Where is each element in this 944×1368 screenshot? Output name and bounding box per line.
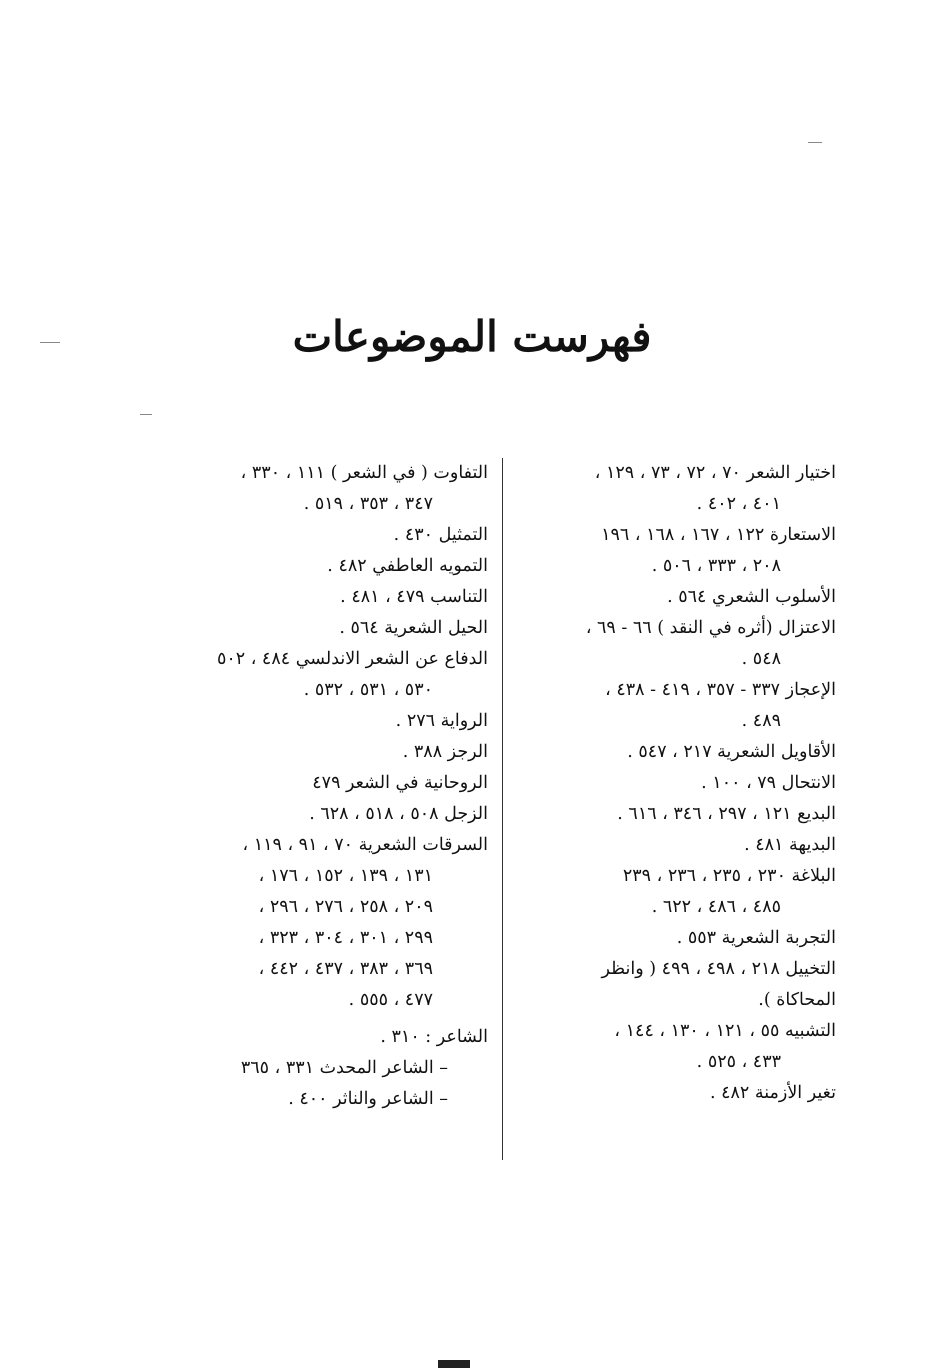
index-entry [168, 830, 488, 1016]
index-entry [168, 551, 488, 582]
index-column-right [518, 458, 836, 1109]
index-entry [168, 799, 488, 830]
scan-mark [40, 342, 60, 343]
column-divider [502, 458, 503, 1160]
page-title: فهرست الموضوعات [292, 312, 652, 361]
entry-line: الانتحال ٧٩ ، ١٠٠ . [701, 773, 836, 793]
entry-line: الحيل الشعرية ٥٦٤ . [339, 618, 488, 638]
entry-line: ٤٧٧ ، ٥٥٥ . [348, 990, 433, 1010]
index-entry [168, 768, 488, 799]
index-entry [168, 1022, 488, 1053]
entry-line: الزجل ٥٠٨ ، ٥١٨ ، ٦٢٨ . [309, 804, 488, 824]
entry-line: الأسلوب الشعري ٥٦٤ . [667, 587, 836, 607]
index-entry [518, 582, 836, 613]
entry-line: التمويه العاطفي ٤٨٢ . [327, 556, 488, 576]
index-entry [518, 768, 836, 799]
entry-line: – الشاعر المحدث ٣٣١ ، ٣٦٥ [240, 1058, 448, 1078]
index-entry [518, 737, 836, 768]
index-column-left [168, 458, 488, 1115]
entry-line: التخييل ٢١٨ ، ٤٩٨ ، ٤٩٩ ( وانظر [601, 959, 836, 979]
entry-line: الروحانية في الشعر ٤٧٩ [312, 773, 488, 793]
entry-line: الرواية ٢٧٦ . [395, 711, 488, 731]
entry-line: الإعجاز ٣٣٧ - ٣٥٧ ، ٤١٩ - ٤٣٨ ، [605, 680, 836, 700]
entry-line: التشبيه ٥٥ ، ١٢١ ، ١٣٠ ، ١٤٤ ، [614, 1021, 836, 1041]
index-entry [518, 1078, 836, 1109]
scan-mark [140, 414, 152, 415]
entry-line: البلاغة ٢٣٠ ، ٢٣٥ ، ٢٣٦ ، ٢٣٩ [622, 866, 836, 886]
entry-line: الرجز ٣٨٨ . [402, 742, 488, 762]
entry-line: التناسب ٤٧٩ ، ٤٨١ . [340, 587, 488, 607]
index-entry [168, 1053, 488, 1084]
index-entry [168, 458, 488, 520]
index-entry [168, 582, 488, 613]
entry-line: – الشاعر والناثر ٤٠٠ . [288, 1089, 448, 1109]
entry-line: ٣٤٧ ، ٣٥٣ ، ٥١٩ . [303, 494, 433, 514]
footer-mark [438, 1360, 470, 1368]
entry-line: ٥٣٠ ، ٥٣١ ، ٥٣٢ . [303, 680, 433, 700]
index-entry [168, 520, 488, 551]
index-entry [168, 737, 488, 768]
index-entry [518, 954, 836, 1016]
index-entry [518, 520, 836, 582]
entry-line: التمثيل ٤٣٠ . [393, 525, 488, 545]
index-entry [168, 706, 488, 737]
entry-line: ٤٠١ ، ٤٠٢ . [696, 494, 781, 514]
entry-line: المحاكاة ). [758, 990, 836, 1010]
index-entry [518, 830, 836, 861]
index-entry [518, 923, 836, 954]
index-entry [518, 613, 836, 675]
entry-line: تغير الأزمنة ٤٨٢ . [709, 1083, 836, 1103]
index-entry [168, 644, 488, 706]
index-entry [168, 613, 488, 644]
scan-mark [808, 142, 822, 143]
entry-line: البديهة ٤٨١ . [744, 835, 836, 855]
entry-line: الشاعر : ٣١٠ . [380, 1027, 488, 1047]
index-entry [168, 1084, 488, 1115]
entry-line: السرقات الشعرية ٧٠ ، ٩١ ، ١١٩ ، [242, 835, 488, 855]
entry-line: اختيار الشعر ٧٠ ، ٧٢ ، ٧٣ ، ١٢٩ ، [594, 463, 836, 483]
entry-line: ٤٨٩ . [741, 711, 781, 731]
index-entry [518, 1016, 836, 1078]
entry-line: ٣٦٩ ، ٣٨٣ ، ٤٣٧ ، ٤٤٢ ، [258, 959, 433, 979]
entry-line: البديع ١٢١ ، ٢٩٧ ، ٣٤٦ ، ٦١٦ . [617, 804, 836, 824]
entry-line: ٢٠٩ ، ٢٥٨ ، ٢٧٦ ، ٢٩٦ ، [258, 897, 433, 917]
index-entry [518, 799, 836, 830]
entry-line: ١٣١ ، ١٣٩ ، ١٥٢ ، ١٧٦ ، [258, 866, 433, 886]
entry-line: الدفاع عن الشعر الاندلسي ٤٨٤ ، ٥٠٢ [216, 649, 488, 669]
entry-line: ٢٩٩ ، ٣٠١ ، ٣٠٤ ، ٣٢٣ ، [258, 928, 433, 948]
entry-line: الاعتزال (أثره في النقد ) ٦٦ - ٦٩ ، [585, 618, 836, 638]
entry-line: ٢٠٨ ، ٣٣٣ ، ٥٠٦ . [651, 556, 781, 576]
index-entry [518, 861, 836, 923]
index-entry [518, 675, 836, 737]
entry-line: ٥٤٨ . [741, 649, 781, 669]
entry-line: ٤٣٣ ، ٥٢٥ . [696, 1052, 781, 1072]
entry-line: التجربة الشعرية ٥٥٣ . [676, 928, 836, 948]
entry-line: ٤٨٥ ، ٤٨٦ ، ٦٢٢ . [651, 897, 781, 917]
index-entry [518, 458, 836, 520]
entry-line: الاستعارة ١٢٢ ، ١٦٧ ، ١٦٨ ، ١٩٦ [601, 525, 836, 545]
entry-line: الأقاويل الشعرية ٢١٧ ، ٥٤٧ . [627, 742, 836, 762]
entry-line: التفاوت ( في الشعر ) ١١١ ، ٣٣٠ ، [240, 463, 488, 483]
